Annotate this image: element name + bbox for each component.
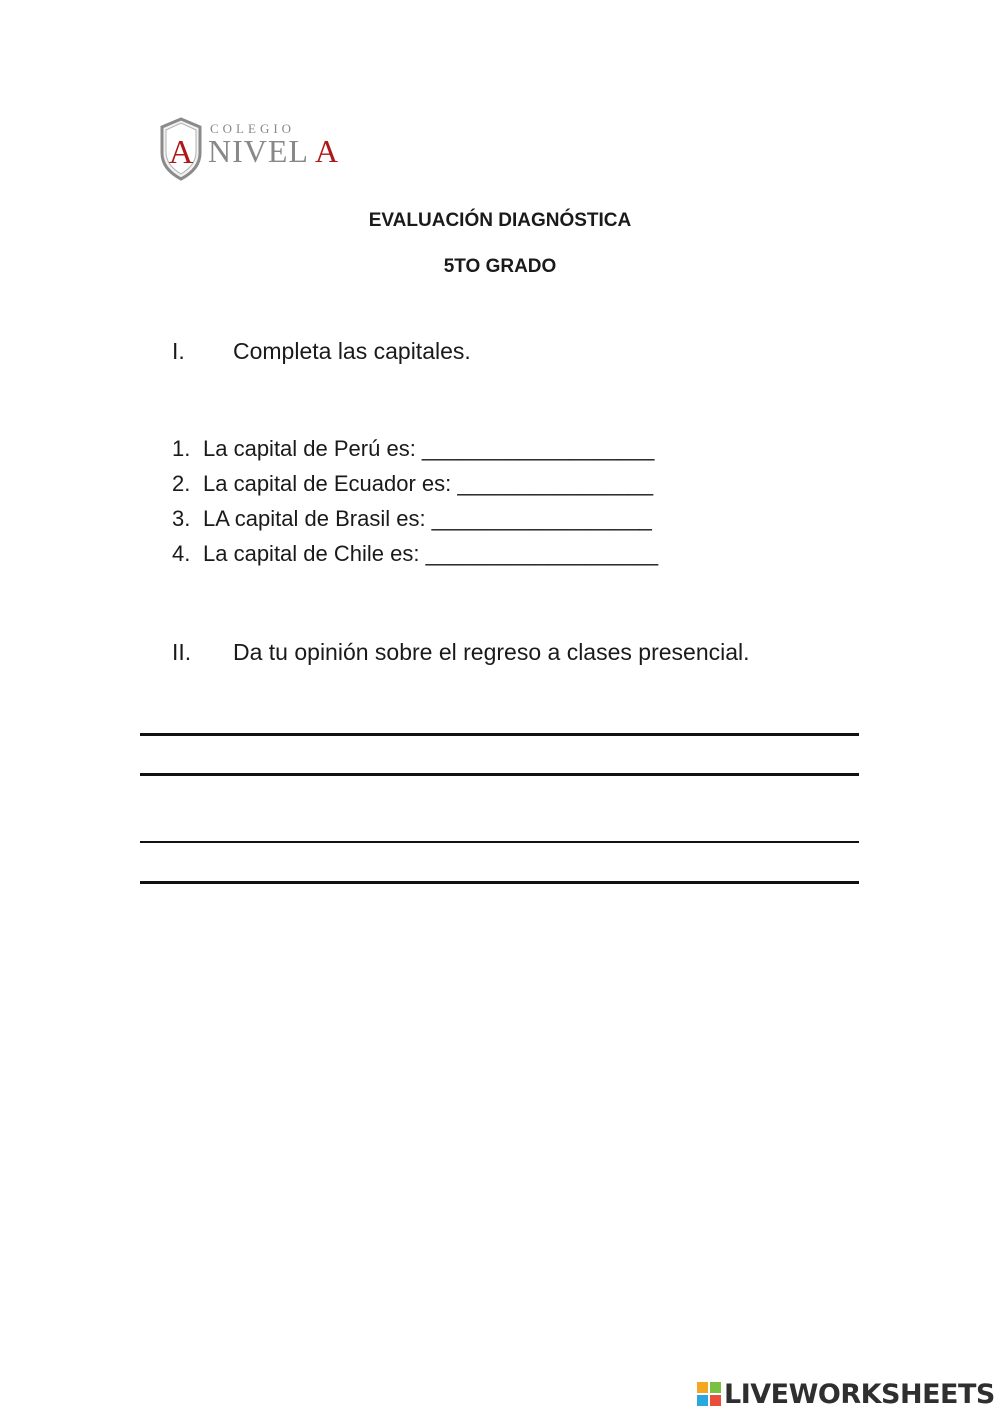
shield-icon	[158, 117, 204, 181]
section-1-heading	[172, 338, 471, 365]
answer-line[interactable]	[140, 733, 859, 736]
answer-line[interactable]	[140, 881, 859, 884]
liveworksheets-logo-icon	[697, 1382, 721, 1406]
section-1-instruction: Completa las capitales.	[233, 338, 471, 364]
question-number: 2.	[172, 471, 191, 496]
question-number: 3.	[172, 506, 191, 531]
page-subtitle: 5TO GRADO	[443, 256, 557, 277]
question-item[interactable]	[172, 436, 654, 462]
logo-main-text	[208, 133, 339, 170]
question-text: La capital de Ecuador es: ________________	[203, 471, 654, 496]
question-text: La capital de Perú es: ___________________	[203, 436, 655, 461]
section-1-numeral: I.	[172, 338, 185, 364]
page-title: EVALUACIÓN DIAGNÓSTICA	[368, 210, 632, 231]
section-2-heading	[172, 639, 750, 666]
question-item[interactable]	[172, 541, 658, 567]
question-item[interactable]	[172, 506, 652, 532]
section-2-instruction: Da tu opinión sobre el regreso a clases presencial.	[233, 639, 750, 665]
logo-top-text: COLEGIO	[210, 121, 296, 136]
brand-text: LIVEWORKSHEETS	[724, 1378, 995, 1410]
question-item[interactable]	[172, 471, 653, 497]
question-number: 4.	[172, 541, 191, 566]
question-text: LA capital de Brasil es: __________________	[203, 506, 652, 531]
liveworksheets-brand	[697, 1377, 995, 1411]
answer-line[interactable]	[140, 841, 859, 843]
question-number: 1.	[172, 436, 191, 461]
question-text: La capital de Chile es: ___________________	[203, 541, 659, 566]
logo-name: NIVEL	[208, 133, 308, 169]
school-logo	[158, 115, 358, 185]
answer-line[interactable]	[140, 773, 859, 776]
shield-letter: A	[168, 134, 194, 171]
logo-accent-letter: A	[315, 133, 340, 169]
section-2-numeral: II.	[172, 639, 192, 665]
